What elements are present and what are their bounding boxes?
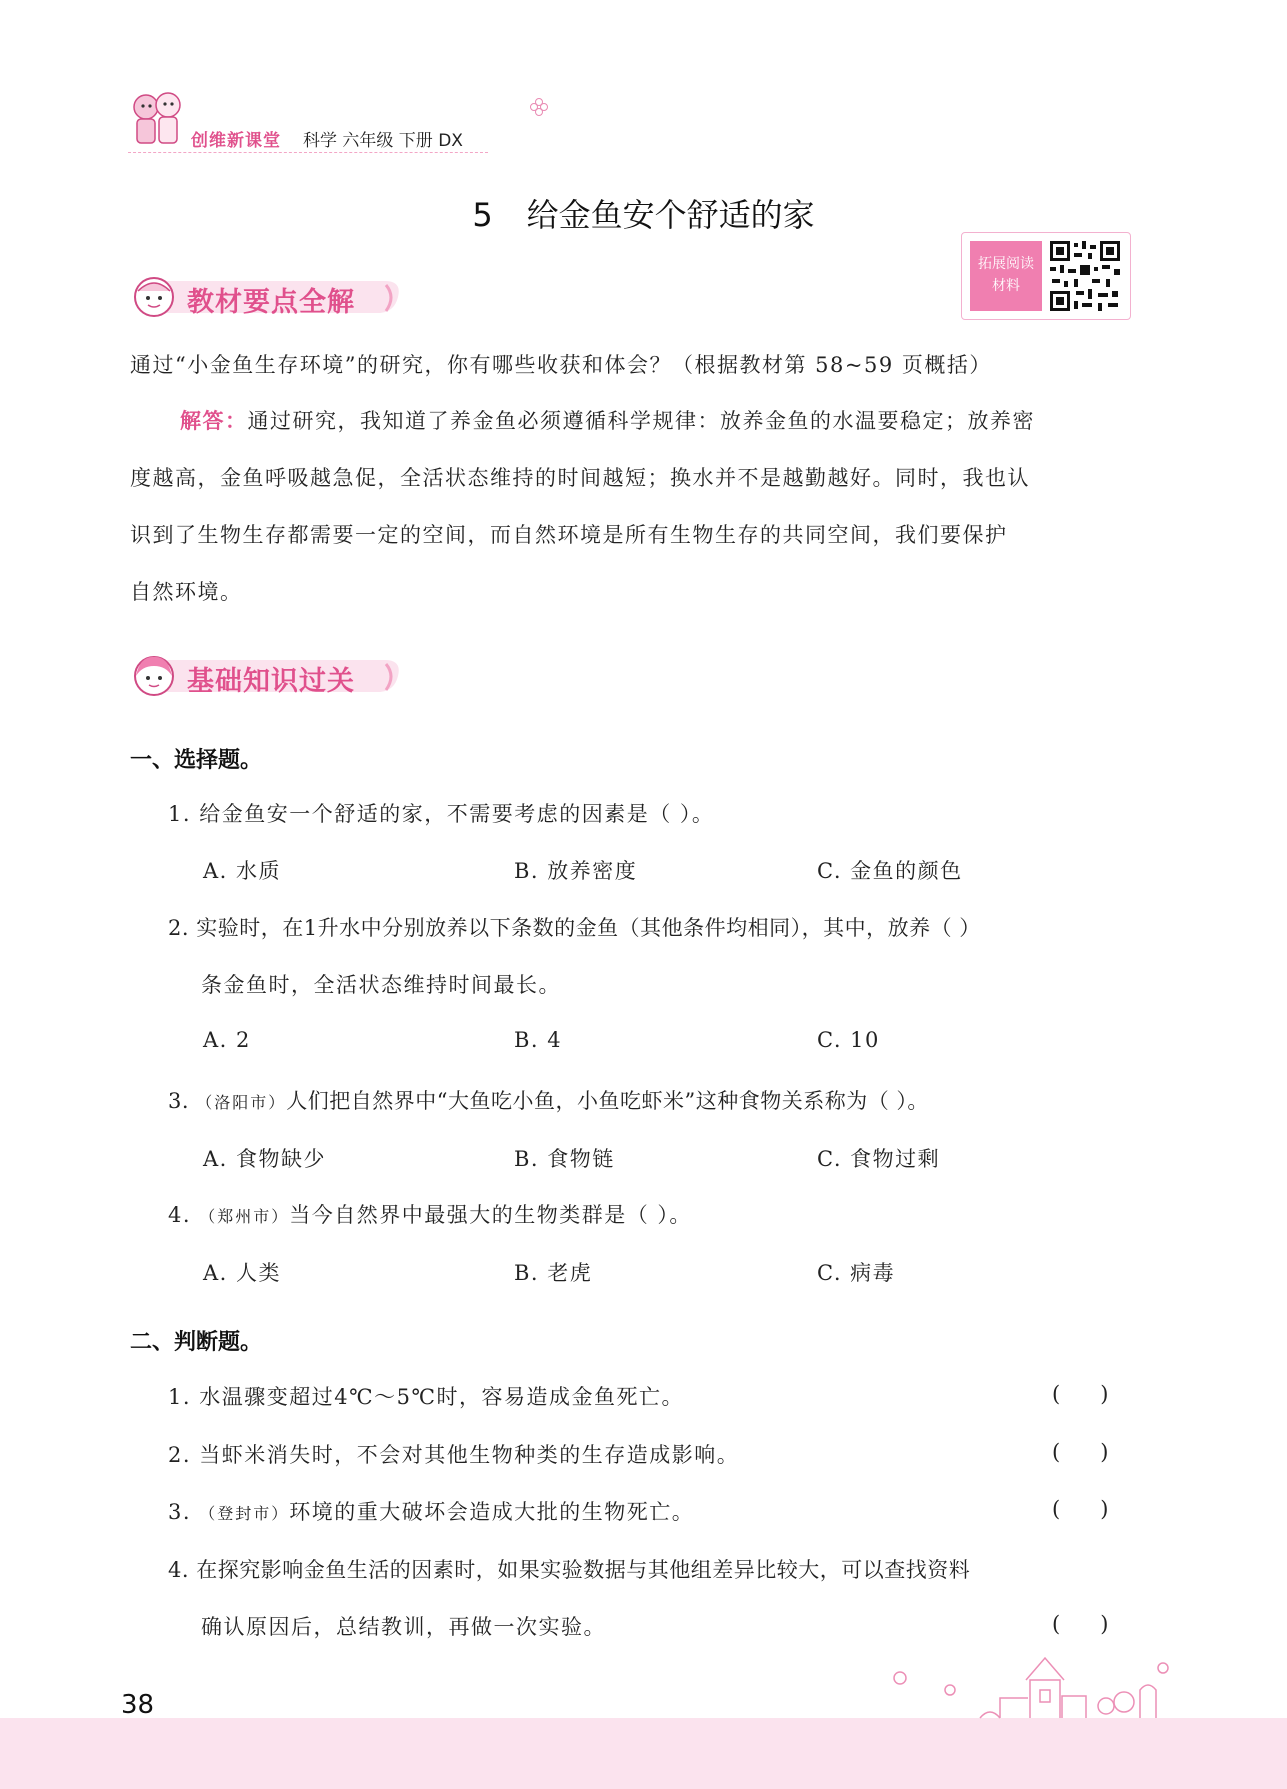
page-number: 38 bbox=[121, 1690, 155, 1720]
choice-question-3 bbox=[168, 1086, 929, 1118]
question-text: 在探究影响金鱼生活的因素时，如果实验数据与其他组差异比较大，可以查找资料 bbox=[196, 1558, 971, 1582]
question-text: 当虾米消失时，不会对其他生物种类的生存造成影响。 bbox=[199, 1443, 740, 1467]
answer-blank[interactable]: ( ) bbox=[1052, 1612, 1109, 1636]
choice-question-2-cont: 条金鱼时，全活状态维持时间最长。 bbox=[201, 973, 561, 997]
review-question: 通过“小金鱼生存环境”的研究，你有哪些收获和体会？（根据教材第 58~59 页概括） bbox=[130, 353, 992, 377]
judge-question-4 bbox=[168, 1555, 970, 1585]
question-text: 给金鱼安一个舒适的家，不需要考虑的因素是（ ）。 bbox=[199, 802, 715, 826]
option-c[interactable]: C. 金鱼的颜色 bbox=[817, 859, 963, 883]
qr-label-line1: 拓展阅读 bbox=[978, 256, 1034, 272]
option-a[interactable]: A. 人类 bbox=[203, 1261, 282, 1285]
choice-heading: 一、选择题。 bbox=[130, 748, 263, 773]
lesson-number: 5 bbox=[472, 196, 493, 234]
lesson-title-text: 给金鱼安个舒适的家 bbox=[526, 196, 815, 234]
castle-decoration-icon bbox=[880, 1650, 1180, 1720]
question-text: 当今自然界中最强大的生物类群是（ ）。 bbox=[289, 1203, 692, 1227]
lesson-title bbox=[0, 190, 1287, 236]
qr-code-icon[interactable] bbox=[1048, 239, 1122, 313]
source-tag: （洛阳市） bbox=[196, 1093, 287, 1112]
judge-question-1 bbox=[168, 1382, 684, 1412]
option-a[interactable]: A. 食物缺少 bbox=[203, 1147, 327, 1171]
option-b[interactable]: B. 放养密度 bbox=[514, 859, 638, 883]
answer-line-1 bbox=[180, 406, 1035, 436]
source-tag: （登封市） bbox=[199, 1504, 290, 1523]
flower-icon bbox=[530, 98, 548, 116]
qr-badge[interactable] bbox=[961, 232, 1131, 320]
answer-blank[interactable]: ( ) bbox=[1052, 1382, 1109, 1406]
option-c[interactable]: C. 食物过剩 bbox=[817, 1147, 941, 1171]
option-b[interactable]: B. 食物链 bbox=[514, 1147, 615, 1171]
brand-name: 创维新课堂 bbox=[191, 131, 281, 151]
question-number: 2. bbox=[168, 916, 190, 940]
banner-title: 教材要点全解 bbox=[187, 287, 355, 318]
option-a[interactable]: A. 2 bbox=[203, 1028, 251, 1052]
answer-blank[interactable]: ( ) bbox=[1052, 1497, 1109, 1521]
qr-label bbox=[970, 241, 1042, 311]
judge-question-4-cont: 确认原因后，总结教训，再做一次实验。 bbox=[201, 1615, 606, 1639]
question-text: 人们把自然界中“大鱼吃小鱼，小鱼吃虾米”这种食物关系称为（ ）。 bbox=[286, 1089, 929, 1113]
answer-line-2: 度越高，金鱼呼吸越急促，全活状态维持的时间越短；换水并不是越勤越好。同时，我也认 bbox=[130, 466, 1030, 490]
section-banner-basics bbox=[130, 654, 410, 698]
choice-question-1 bbox=[168, 799, 714, 829]
choice-question-2 bbox=[168, 913, 981, 943]
source-tag: （郑州市） bbox=[199, 1207, 290, 1226]
question-number: 4. bbox=[168, 1203, 192, 1227]
subject-info: 科学 六年级 下册 DX bbox=[303, 131, 463, 151]
answer-text: 通过研究，我知道了养金鱼必须遵循科学规律：放养金鱼的水温要稳定；放养密 bbox=[247, 409, 1035, 433]
question-number: 1. bbox=[168, 802, 192, 826]
answer-blank[interactable]: ( ) bbox=[1052, 1440, 1109, 1464]
question-number: 4. bbox=[168, 1558, 190, 1582]
judge-question-2 bbox=[168, 1440, 739, 1470]
answer-line-3: 识到了生物生存都需要一定的空间，而自然环境是所有生物生存的共同空间，我们要保护 bbox=[130, 523, 1008, 547]
cartoon-face-icon bbox=[130, 273, 178, 321]
banner-title: 基础知识过关 bbox=[187, 666, 355, 697]
option-a[interactable]: A. 水质 bbox=[203, 859, 282, 883]
header-divider bbox=[128, 152, 488, 153]
option-c[interactable]: C. 10 bbox=[817, 1028, 880, 1052]
choice-question-4 bbox=[168, 1200, 692, 1232]
question-text: 实验时，在1升水中分别放养以下条数的金鱼（其他条件均相同），其中，放养（ ） bbox=[196, 916, 981, 940]
question-number: 1. bbox=[168, 1385, 192, 1409]
judge-heading: 二、判断题。 bbox=[130, 1330, 263, 1355]
cartoon-girl-icon bbox=[130, 652, 178, 700]
answer-label: 解答： bbox=[180, 409, 248, 433]
answer-line-4: 自然环境。 bbox=[130, 580, 243, 604]
qr-label-line2: 材料 bbox=[992, 278, 1020, 294]
question-number: 3. bbox=[168, 1089, 190, 1113]
judge-question-3 bbox=[168, 1497, 694, 1529]
option-b[interactable]: B. 4 bbox=[514, 1028, 563, 1052]
footer-band bbox=[0, 1718, 1287, 1789]
question-text: 环境的重大破坏会造成大批的生物死亡。 bbox=[289, 1500, 695, 1524]
question-number: 3. bbox=[168, 1500, 192, 1524]
option-c[interactable]: C. 病毒 bbox=[817, 1261, 896, 1285]
question-number: 2. bbox=[168, 1443, 192, 1467]
option-b[interactable]: B. 老虎 bbox=[514, 1261, 593, 1285]
section-banner-key-points bbox=[130, 275, 410, 319]
question-text: 水温骤变超过4℃～5℃时，容易造成金鱼死亡。 bbox=[199, 1385, 684, 1409]
cartoon-kids-icon bbox=[128, 85, 188, 153]
